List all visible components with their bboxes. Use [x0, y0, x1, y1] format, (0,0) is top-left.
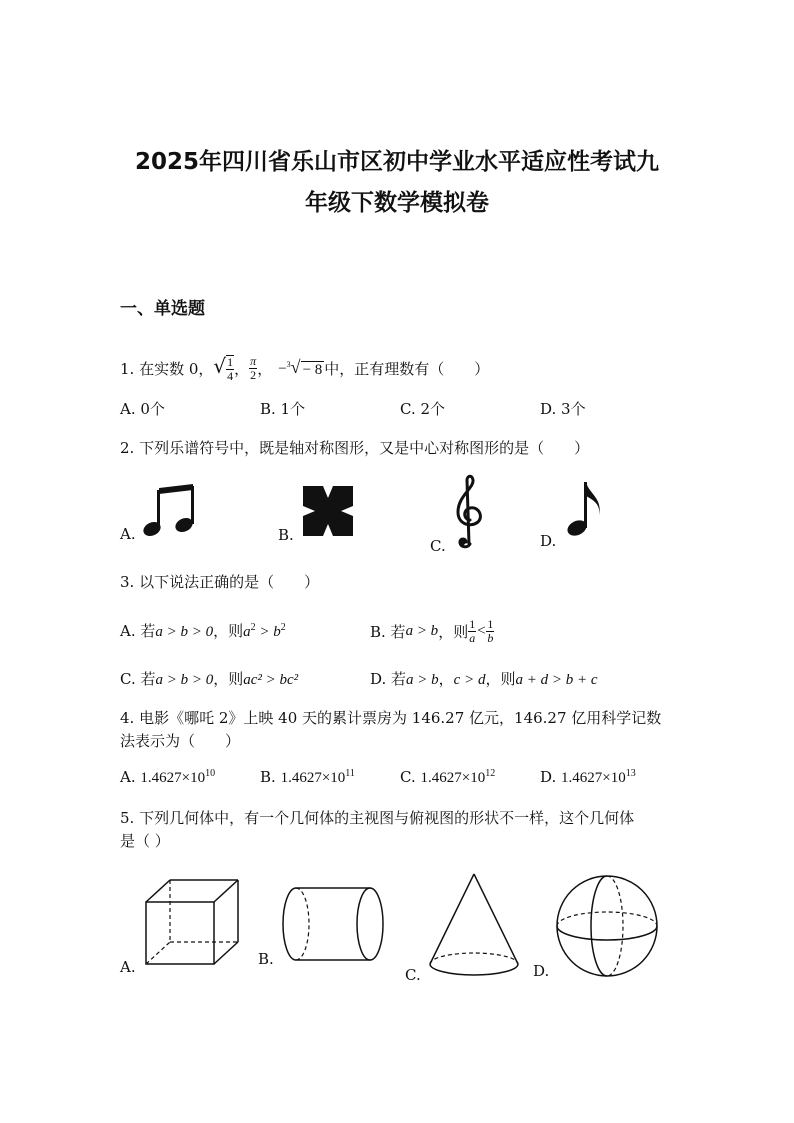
- cone-icon: [428, 872, 520, 978]
- pi-fraction: $\frac{\pi}{2}$: [250, 353, 257, 382]
- question-5-line2: 是（ ）: [120, 832, 170, 850]
- cylinder-icon: [282, 886, 386, 962]
- page-title-line2: 年级下数学模拟卷: [305, 190, 489, 216]
- sqrt-expression: √ $\frac{1}{4}$: [213, 353, 234, 383]
- cube-root-expression: −$^3$√ − 8: [278, 357, 323, 378]
- eighth-note-icon: [565, 480, 605, 540]
- q5-option-a[interactable]: A.: [120, 958, 136, 976]
- q2-option-c[interactable]: C.: [430, 537, 446, 555]
- q1-option-a[interactable]: A. 0个: [120, 400, 165, 418]
- q3-option-a[interactable]: A. 若a > b > 0，则$a^2 > b^2$: [120, 622, 286, 640]
- q3-option-b[interactable]: B. 若 a > b ，则 $\frac{1}{a}$ < $\frac{1}{b}$: [370, 616, 494, 645]
- question-5-line1: 5. 下列几何体中，有一个几何体的主视图与俯视图的形状不一样，这个几何体: [120, 809, 635, 827]
- question-1: 1. 在实数 0， √ $\frac{1}{4}$ ， $\frac{\pi}{2}$ ， −$^3$√ − 8 中，正有理数有（ ）: [120, 353, 490, 383]
- q1-prefix: 1. 在实数 0，: [120, 359, 214, 378]
- q1-option-c[interactable]: C. 2个: [400, 400, 446, 418]
- q5-option-d[interactable]: D.: [533, 962, 550, 980]
- q5-option-c[interactable]: C.: [405, 966, 421, 984]
- question-4-line2: 法表示为（ ）: [120, 732, 241, 750]
- treble-clef-icon: [452, 474, 486, 550]
- q3-option-c[interactable]: C. 若a > b > 0，则ac² > bc²: [120, 670, 299, 688]
- cube-icon: [144, 878, 240, 966]
- question-3: 3. 以下说法正确的是（ ）: [120, 573, 320, 591]
- q1-option-b[interactable]: B. 1个: [260, 400, 306, 418]
- beamed-notes-icon: [140, 484, 200, 540]
- question-4-line1: 4. 电影《哪吒 2》上映 40 天的累计票房为 146.27 亿元，146.27 亿用科学记数: [120, 709, 662, 727]
- sphere-icon: [555, 874, 659, 978]
- q2-option-d[interactable]: D.: [540, 532, 557, 550]
- q4-option-b[interactable]: B. $1.4627\times 10^{11}$: [260, 768, 355, 786]
- q5-option-b[interactable]: B.: [258, 950, 274, 968]
- q4-option-c[interactable]: C. $1.4627\times 10^{12}$: [400, 768, 496, 786]
- question-2: 2. 下列乐谱符号中，既是轴对称图形，又是中心对称图形的是（ ）: [120, 439, 590, 457]
- cross-symbol-icon: [303, 486, 353, 536]
- page-title: 2025年四川省乐山市区初中学业水平适应性考试九: [134, 149, 659, 175]
- q2-option-a[interactable]: A.: [120, 525, 136, 543]
- q3-option-d[interactable]: D. 若a > b，c > d，则a + d > b + c: [370, 670, 598, 688]
- q4-option-d[interactable]: D. $1.4627\times 10^{13}$: [540, 768, 636, 786]
- q2-option-b[interactable]: B.: [278, 526, 294, 544]
- q4-option-a[interactable]: A. $1.4627\times 10^{10}$: [120, 768, 216, 786]
- q1-option-d[interactable]: D. 3个: [540, 400, 586, 418]
- section-heading: 一、单选题: [120, 299, 205, 319]
